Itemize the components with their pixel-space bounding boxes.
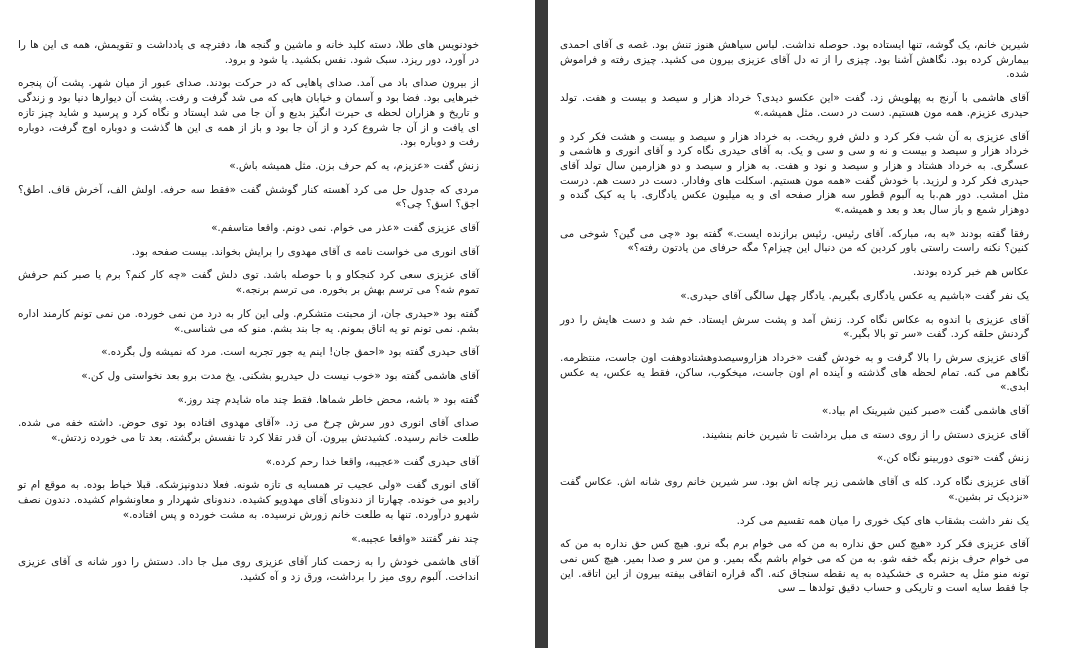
paragraph: آقای عزیزی به آن شب فکر کرد و دلش فرو ریخت. به خرداد هزار و سیصد و بیست و هشت فکر کرد و خرداد هزار و سیصد و بیست و نه و سی و سی و یک. به آقای حیدری نگاه کرد و آقای انوری و هاشمی و عسگری. به خرداد هشتاد و هزار و سیصد و نود و هفت. به هزار و سیصد و دو هزارمین سال تولد آقای حیدری فکر کرد و لرزید. با خودش گفت «همه مون هستیم. اسکلت های وفادار. دست در دست هم. درست مثل امشب. دور هم.با یه آلبوم قطور سه هزار صفحه ای و یه میلیون عکس یادگاری. با یه کیک گنده و دوهزار شمع و باز سال بعد و بعد و همیشه.» xyxy=(560,130,1029,217)
paragraph: مردی که جدول حل می کرد آهسته کنار گوشش گفت «فقط سه حرفه. اولش الف، آخرش قاف. اطق؟ اجق؟ اسق؟ چی؟» xyxy=(18,183,479,211)
paragraph: آقای عزیزی گفت «عذر می خوام. نمی دونم. واقعا متاسفم.» xyxy=(211,222,479,235)
paragraph: شیرین خانم، یک گوشه، تنها ایستاده بود. حوصله نداشت. لباس سیاهش هنوز تنش بود. غصه ی آقای احمدی بیمارش کرده بود. نگاهش آشنا بود. چیزی را از ته دل آقای عزیزی بیرون می کشید. چیزی رفته و فراموش شده. xyxy=(560,39,1029,81)
paragraph: آقای هاشمی گفت «صبر کنین شیرینک ام بیاد.» xyxy=(821,405,1029,418)
paragraph: یک نفر داشت بشقاب های کیک خوری را میان همه تقسیم می کرد. xyxy=(736,514,1029,527)
paragraph: آقای هاشمی گفته بود «خوب نیست دل حیدریو بشکنی. یخ مدت برو بعد نخواستی ول کن.» xyxy=(81,369,479,382)
left-page xyxy=(0,0,535,648)
paragraph: آقای حیدری گفت «عجیبه، واقعا خدا رحم کرده.» xyxy=(265,455,479,468)
paragraph: یک نفر گفت «باشیم یه عکس یادگاری بگیریم. یادگار چهل سالگی آقای حیدری.» xyxy=(680,289,1029,302)
right-page xyxy=(548,0,1079,648)
paragraph: آقای هاشمی با آرنج به پهلویش زد. گفت «این عکسو دیدی؟ خرداد هزار و سیصد و بیست و هفت. تولد حیدری عزیزم. همه مون هستیم. دست در دست. مثل همیشه.» xyxy=(560,92,1029,119)
paragraph: آقای عزیزی فکر کرد «هیچ کس حق نداره به من که می خوام برم بگه نرو. هیچ کس حق نداره به من که می خوام حرف بزنم بگه خفه شو. به من که می خوام باشم بگه بمیر. و من سر و صدا بمیر. هیچ کس نمی تونه منو مثل یه حشره ی خشکیده به یه نقطه سنجاق کنه. اگه قراره اتفاقی بیفته بیرون از این اتاقه. این جا فقط سایه است و تاریکی و حساب دقیق تولدها ــ سی xyxy=(560,538,1029,595)
paragraph: از بیرون صدای باد می آمد. صدای پاهایی که در حرکت بودند. صدای عبور از میان شهر. پشت آن پنجره خبرهایی بود. فضا بود و آسمان و خیابان هایی که می شد گرفت و رفت. پشت آن دیوارها دنیا بود و زندگی و تاریخ و هزاران لحظه ی حیرت انگیز بدیع و آن جا می شد ایستاد و نگاه کرد و پرسید و شاید چیز تازه ای یافت و از آن جا شروع کرد و از آن جا بود و باز از همه ی این ها گذشت و دوباره اوج گرفت، دوباره رفت و دوباره بود. xyxy=(18,77,479,149)
paragraph: صدای آقای انوری دور سرش چرخ می زد. «آقای مهدوی افتاده بود توی حوض. داشته خفه می شده. طلعت خانم رسیده. کشیدتش بیرون. آن قدر تقلا کرد تا نفسش برگشته. بعد تا می خورده زدتش.» xyxy=(18,417,479,445)
paragraph: آقای عزیزی سرش را بالا گرفت و به خودش گفت «خرداد هزاروسیصدوهشتادوهفت اون جاست، منتظرمه. نگاهم می کنه. تمام لحظه های گذشته و آینده ام اون جاست، میخکوب، ساکن، فقط یه عکس، یه عکس ابدی.» xyxy=(560,351,1029,394)
paragraph: آقای هاشمی خودش را به زحمت کنار آقای عزیزی روی مبل جا داد. دستش را دور شانه ی آقای عزیزی انداخت. آلبوم روی میز را برداشت، ورق زد و آه کشید. xyxy=(18,556,479,583)
paragraph: زنش گفت «عزیزم، یه کم حرف بزن. مثل همیشه باش.» xyxy=(229,159,479,172)
paragraph: آقای حیدری گفته بود «احمق جان! اینم یه جور تجربه است. مرد که نمیشه ول بگرده.» xyxy=(101,346,479,359)
paragraph: آقای انوری می خواست نامه ی آقای مهدوی را برایش بخواند. بیست صفحه بود. xyxy=(131,245,479,258)
paragraph: گفته بود « باشه، محض خاطر شماها. فقط چند ماه شایدم چند روز.» xyxy=(177,393,479,406)
paragraph: آقای عزیزی نگاه کرد. کله ی آقای هاشمی زیر چانه اش بود. سر شیرین خانم روی شانه اش. عکاس گفت «نزدیک تر بشین.» xyxy=(560,476,1029,503)
paragraph: رفقا گفته بودند «به به، مبارکه. آقای رئیس. رئیس برازنده ایست.» گفته بود «چی می گین؟ شوخی می کنین؟ نکنه راست راستی باور کردین که من دنبال این چیزام؟ مگه حرفای من یادتون رفته؟» xyxy=(560,227,1029,255)
paragraph: آقای عزیزی با اندوه به عکاس نگاه کرد. زنش آمد و پشت سرش ایستاد. خم شد و دست هایش را دور گردنش حلقه کرد. گفت «سر تو بالا بگیر.» xyxy=(560,313,1029,341)
page-gutter xyxy=(535,0,548,648)
paragraph: عکاس هم خبر کرده بودند. xyxy=(913,266,1029,279)
paragraph: آقای انوری گفت «ولی عجیب تر همسایه ی تازه شونه. فعلا دندونپزشکه. قبلا خیاط بوده. به موقع ام تو رادیو می خونده. چهارتا از دندونای آقای مهدویو کشیده. دندونای شهردار و معاونشوام کشیده. دندون نصف شهرو درآورده. تنها به طلعت خانم زورش نرسیده. به مشت خورده و پس افتاده.» xyxy=(18,479,479,521)
paragraph: خودنویس های طلا، دسته کلید خانه و ماشین و گنجه ها، دفترچه ی یادداشت و تقویمش، همه ی این ها را در آورد، دور ریزد. سبک شود. نفس بکشید. یا شود و برود. xyxy=(18,39,479,66)
paragraph: زنش گفت «توی دوربینو نگاه کن.» xyxy=(876,452,1029,465)
paragraph: آقای عزیزی دستش را از روی دسته ی مبل برداشت تا شیرین خانم بنشیند. xyxy=(702,428,1029,441)
paragraph: آقای عزیزی سعی کرد کنجکاو و با حوصله باشد. توی دلش گفت «چه کار کنم؟ برم یا صبر کنم حرفش تموم شه؟ می ترسم بهش بر بخوره. می ترسم برنجه.» xyxy=(18,269,479,297)
paragraph: چند نفر گفتند «واقعا عجیبه.» xyxy=(351,532,479,545)
paragraph: گفته بود «حیدری جان، از محبتت متشکرم. ولی این کار به درد من نمی خورده. من نمی تونم کارمند اداره بشم. نمی تونم تو یه اتاق بمونم. یه جا بند بشم. منو که می شناسی.» xyxy=(18,307,479,335)
